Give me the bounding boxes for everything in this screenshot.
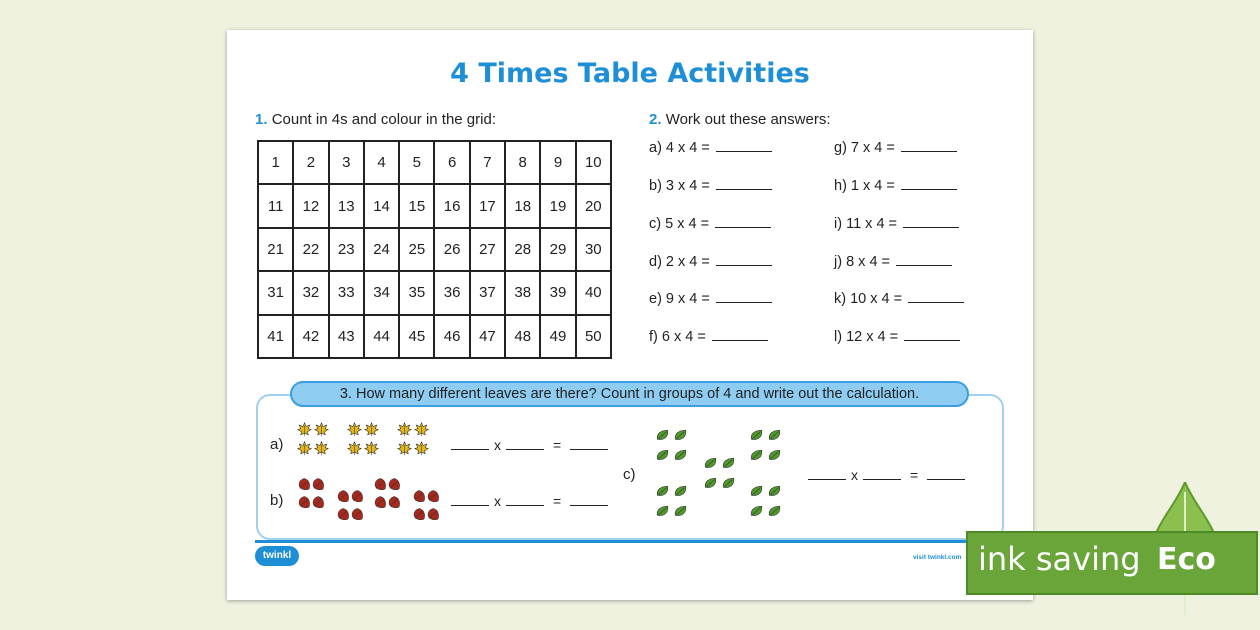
leaf-icon <box>655 428 670 443</box>
answer-item <box>649 216 771 232</box>
answer-item <box>649 329 768 345</box>
times-sign: x <box>494 493 501 509</box>
leaf-icon <box>373 477 388 492</box>
answer-blank[interactable] <box>903 216 959 228</box>
grid-cell[interactable]: 39 <box>540 271 575 314</box>
calculation-a <box>451 437 608 453</box>
grid-cell[interactable]: 49 <box>540 315 575 358</box>
page-title: 4 Times Table Activities <box>450 58 810 89</box>
leaf-icon <box>347 441 362 456</box>
leaf-icon <box>749 428 764 443</box>
answer-blank[interactable] <box>716 178 772 190</box>
answer-label: j) 8 x 4 = <box>834 254 891 270</box>
leaf-icon <box>314 422 329 437</box>
calc-blank[interactable] <box>570 440 608 450</box>
leaf-icon <box>721 476 736 491</box>
leaf-icon <box>297 441 312 456</box>
grid-cell[interactable]: 21 <box>258 228 293 271</box>
leaf-icon <box>364 422 379 437</box>
leaf-icon <box>703 456 718 471</box>
grid-cell[interactable]: 11 <box>258 184 293 227</box>
answer-item <box>649 140 772 156</box>
question-1-heading <box>255 111 496 128</box>
answer-label: d) 2 x 4 = <box>649 254 710 270</box>
times-sign: x <box>851 467 858 483</box>
question-3-banner: 3. How many different leaves are there? Count in groups of 4 and write out the calculation. <box>290 381 969 407</box>
leaf-icon <box>336 507 351 522</box>
eco-label: Eco <box>1157 542 1216 577</box>
grid-cell[interactable]: 13 <box>329 184 364 227</box>
grid-cell[interactable]: 44 <box>364 315 399 358</box>
leaf-icon <box>311 495 326 510</box>
leaf-icon <box>673 428 688 443</box>
leaf-icon <box>673 504 688 519</box>
leaf-icon <box>336 489 351 504</box>
answer-blank[interactable] <box>712 329 768 341</box>
leaf-icon <box>297 495 312 510</box>
question-2-number: 2. <box>649 111 662 128</box>
grid-cell[interactable]: 40 <box>576 271 611 314</box>
answer-label: k) 10 x 4 = <box>834 291 903 307</box>
grid-cell[interactable]: 32 <box>293 271 328 314</box>
answer-label: l) 12 x 4 = <box>834 329 899 345</box>
answer-item <box>834 140 957 156</box>
answer-label: e) 9 x 4 = <box>649 291 710 307</box>
answer-label: h) 1 x 4 = <box>834 178 895 194</box>
calculation-b <box>451 493 608 509</box>
question-1-text: Count in 4s and colour in the grid: <box>271 111 496 128</box>
answer-blank[interactable] <box>901 178 957 190</box>
part-b-label: b) <box>270 492 284 509</box>
answer-blank[interactable] <box>896 254 952 266</box>
leaf-icon <box>412 489 427 504</box>
grid-cell[interactable]: 16 <box>434 184 469 227</box>
grid-cell[interactable]: 28 <box>505 228 540 271</box>
leaf-icon <box>673 484 688 499</box>
grid-cell[interactable]: 2 <box>293 141 328 184</box>
leaf-icon <box>721 456 736 471</box>
calc-blank[interactable] <box>451 496 489 506</box>
answer-item <box>834 178 957 194</box>
answer-blank[interactable] <box>716 291 772 303</box>
equals-sign: = <box>553 437 562 453</box>
calc-blank[interactable] <box>506 496 544 506</box>
leaf-icon <box>414 441 429 456</box>
grid-cell[interactable]: 41 <box>258 315 293 358</box>
leaf-icon <box>414 422 429 437</box>
leaf-icon <box>767 484 782 499</box>
equals-sign: = <box>553 493 562 509</box>
grid-cell[interactable]: 43 <box>329 315 364 358</box>
grid-row <box>258 184 611 227</box>
answer-item <box>834 291 964 307</box>
grid-cell[interactable]: 46 <box>434 315 469 358</box>
equals-sign: = <box>910 467 919 483</box>
calc-blank[interactable] <box>506 440 544 450</box>
calc-blank[interactable] <box>808 470 846 480</box>
leaf-icon <box>314 441 329 456</box>
leaf-icon <box>373 495 388 510</box>
leaf-icon <box>767 504 782 519</box>
grid-cell[interactable]: 9 <box>540 141 575 184</box>
leaf-icon <box>655 448 670 463</box>
grid-cell[interactable]: 6 <box>434 141 469 184</box>
grid-cell[interactable]: 37 <box>470 271 505 314</box>
grid-cell[interactable]: 17 <box>470 184 505 227</box>
times-sign: x <box>494 437 501 453</box>
grid-cell[interactable]: 24 <box>364 228 399 271</box>
leaf-icon <box>387 495 402 510</box>
grid-cell[interactable]: 48 <box>505 315 540 358</box>
leaf-icon <box>350 489 365 504</box>
grid-cell[interactable]: 33 <box>329 271 364 314</box>
leaf-icon <box>673 448 688 463</box>
grid-cell[interactable]: 23 <box>329 228 364 271</box>
leaf-icon <box>347 422 362 437</box>
grid-cell[interactable]: 4 <box>364 141 399 184</box>
twinkl-logo: twinkl <box>255 546 299 566</box>
grid-cell[interactable]: 8 <box>505 141 540 184</box>
calc-blank[interactable] <box>570 496 608 506</box>
leaf-icon <box>297 422 312 437</box>
grid-cell[interactable]: 35 <box>399 271 434 314</box>
visit-link[interactable]: visit twinkl.com <box>913 554 962 561</box>
grid-cell[interactable]: 47 <box>470 315 505 358</box>
grid-cell[interactable]: 7 <box>470 141 505 184</box>
leaf-icon <box>703 476 718 491</box>
grid-cell[interactable]: 5 <box>399 141 434 184</box>
question-2-text: Work out these answers: <box>665 111 831 128</box>
footer-divider <box>255 540 1005 543</box>
answer-item <box>834 329 960 345</box>
answer-label: b) 3 x 4 = <box>649 178 710 194</box>
answer-blank[interactable] <box>715 216 771 228</box>
answer-label: a) 4 x 4 = <box>649 140 710 156</box>
leaf-icon <box>426 507 441 522</box>
leaf-icon <box>412 507 427 522</box>
calc-blank[interactable] <box>863 470 901 480</box>
answer-item <box>834 216 959 232</box>
calculation-c <box>808 467 965 483</box>
calc-blank[interactable] <box>451 440 489 450</box>
leaf-icon <box>350 507 365 522</box>
grid-cell[interactable]: 31 <box>258 271 293 314</box>
grid-cell[interactable]: 26 <box>434 228 469 271</box>
leaf-icon <box>749 448 764 463</box>
leaf-icon <box>655 484 670 499</box>
grid-cell[interactable]: 25 <box>399 228 434 271</box>
leaf-icon <box>749 484 764 499</box>
number-grid <box>257 140 612 359</box>
leaf-icon <box>297 477 312 492</box>
leaf-icon <box>397 441 412 456</box>
leaf-icon <box>426 489 441 504</box>
grid-cell[interactable]: 3 <box>329 141 364 184</box>
grid-cell[interactable]: 36 <box>434 271 469 314</box>
answer-blank[interactable] <box>904 329 960 341</box>
grid-cell[interactable]: 34 <box>364 271 399 314</box>
worksheet <box>227 30 1033 600</box>
grid-row <box>258 141 611 184</box>
answer-item <box>649 254 772 270</box>
grid-cell[interactable]: 50 <box>576 315 611 358</box>
answer-label: c) 5 x 4 = <box>649 216 710 232</box>
ink-saving-text: ink saving <box>978 540 1141 578</box>
grid-cell[interactable]: 19 <box>540 184 575 227</box>
grid-cell[interactable]: 30 <box>576 228 611 271</box>
part-a-label: a) <box>270 436 284 453</box>
leaf-icon <box>749 504 764 519</box>
grid-cell[interactable]: 27 <box>470 228 505 271</box>
calc-blank[interactable] <box>927 470 965 480</box>
grid-cell[interactable]: 12 <box>293 184 328 227</box>
answer-blank[interactable] <box>716 254 772 266</box>
answer-blank[interactable] <box>901 140 957 152</box>
grid-row <box>258 271 611 314</box>
grid-row <box>258 315 611 358</box>
leaf-icon <box>767 428 782 443</box>
leaf-icon <box>655 504 670 519</box>
question-1-number: 1. <box>255 111 268 128</box>
answer-item <box>649 178 772 194</box>
grid-cell[interactable]: 29 <box>540 228 575 271</box>
grid-cell[interactable]: 1 <box>258 141 293 184</box>
answer-label: i) 11 x 4 = <box>834 216 897 232</box>
grid-cell[interactable]: 18 <box>505 184 540 227</box>
grid-cell[interactable]: 20 <box>576 184 611 227</box>
grid-cell[interactable]: 45 <box>399 315 434 358</box>
grid-cell[interactable]: 38 <box>505 271 540 314</box>
answer-blank[interactable] <box>716 140 772 152</box>
leaf-icon <box>397 422 412 437</box>
leaf-icon <box>364 441 379 456</box>
grid-cell[interactable]: 22 <box>293 228 328 271</box>
answer-label: g) 7 x 4 = <box>834 140 895 156</box>
answer-blank[interactable] <box>908 291 964 303</box>
grid-cell[interactable]: 42 <box>293 315 328 358</box>
answers-list <box>649 138 989 348</box>
leaf-icon <box>387 477 402 492</box>
answer-item <box>834 254 952 270</box>
grid-cell[interactable]: 14 <box>364 184 399 227</box>
leaf-icon <box>767 448 782 463</box>
question-2-heading <box>649 111 830 128</box>
leaf-icon <box>311 477 326 492</box>
answer-item <box>649 291 772 307</box>
part-c-label: c) <box>623 466 636 483</box>
answer-label: f) 6 x 4 = <box>649 329 706 345</box>
grid-row <box>258 228 611 271</box>
grid-cell[interactable]: 15 <box>399 184 434 227</box>
grid-cell[interactable]: 10 <box>576 141 611 184</box>
